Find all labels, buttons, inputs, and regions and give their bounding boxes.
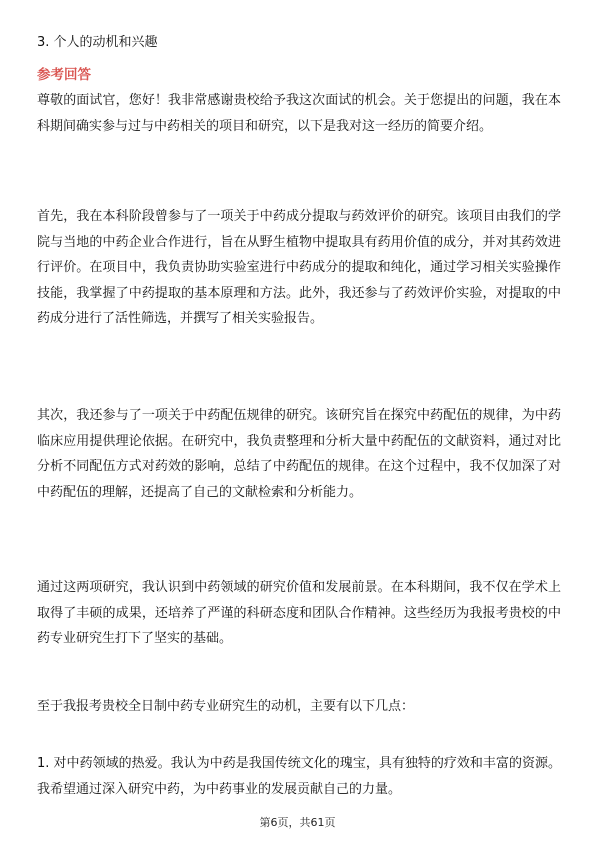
- paragraph-greeting: 尊敬的面试官，您好！我非常感谢贵校给予我这次面试的机会。关于您提出的问题，我在本科期间确实参与过与中药相关的项目和研究，以下是我对这一经历的简要介绍。: [37, 93, 561, 134]
- paragraph-motivation-intro: 至于我报考贵校全日制中药专业研究生的动机，主要有以下几点：: [37, 699, 415, 714]
- answer-label: 参考回答: [37, 67, 91, 83]
- paragraph-first-research: 首先，我在本科阶段曾参与了一项关于中药成分提取与药效评价的研究。该项目由我们的学院与当地的中药企业合作进行，旨在从野生植物中提取具有药用价值的成分，并对其药效进行评价。在项目中，我负责协助实验室进行中药成分的提取和纯化，通过学习相关实验操作技能，我掌握了中药提取的基本原理和方法。此外，我还参与了药效评价实验，对提取的中药成分进行了活性筛选，并撰写了相关实验报告。: [37, 209, 561, 326]
- paragraph-second-research: 其次，我还参与了一项关于中药配伍规律的研究。该研究旨在探究中药配伍的规律，为中药临床应用提供理论依据。在研究中，我负责整理和分析大量中药配伍的文献资料，通过对比分析不同配伍方式对药效的影响，总结了中药配伍的规律。在这个过程中，我不仅加深了对中药配伍的理解，还提高了自己的文献检索和分析能力。: [37, 408, 561, 500]
- section-heading: 3. 个人的动机和兴趣: [37, 35, 158, 50]
- page-number-footer: 第6页，共61页: [259, 816, 336, 829]
- paragraph-summary: 通过这两项研究，我认识到中药领域的研究价值和发展前景。在本科期间，我不仅在学术上取得了丰硕的成果，还培养了严谨的科研态度和团队合作精神。这些经历为我报考贵校的中药专业研究生打下了坚实的基础。: [37, 580, 561, 646]
- paragraph-motivation-1: 1. 对中药领域的热爱。我认为中药是我国传统文化的瑰宝，具有独特的疗效和丰富的资源。我希望通过深入研究中药，为中药事业的发展贡献自己的力量。: [37, 756, 561, 797]
